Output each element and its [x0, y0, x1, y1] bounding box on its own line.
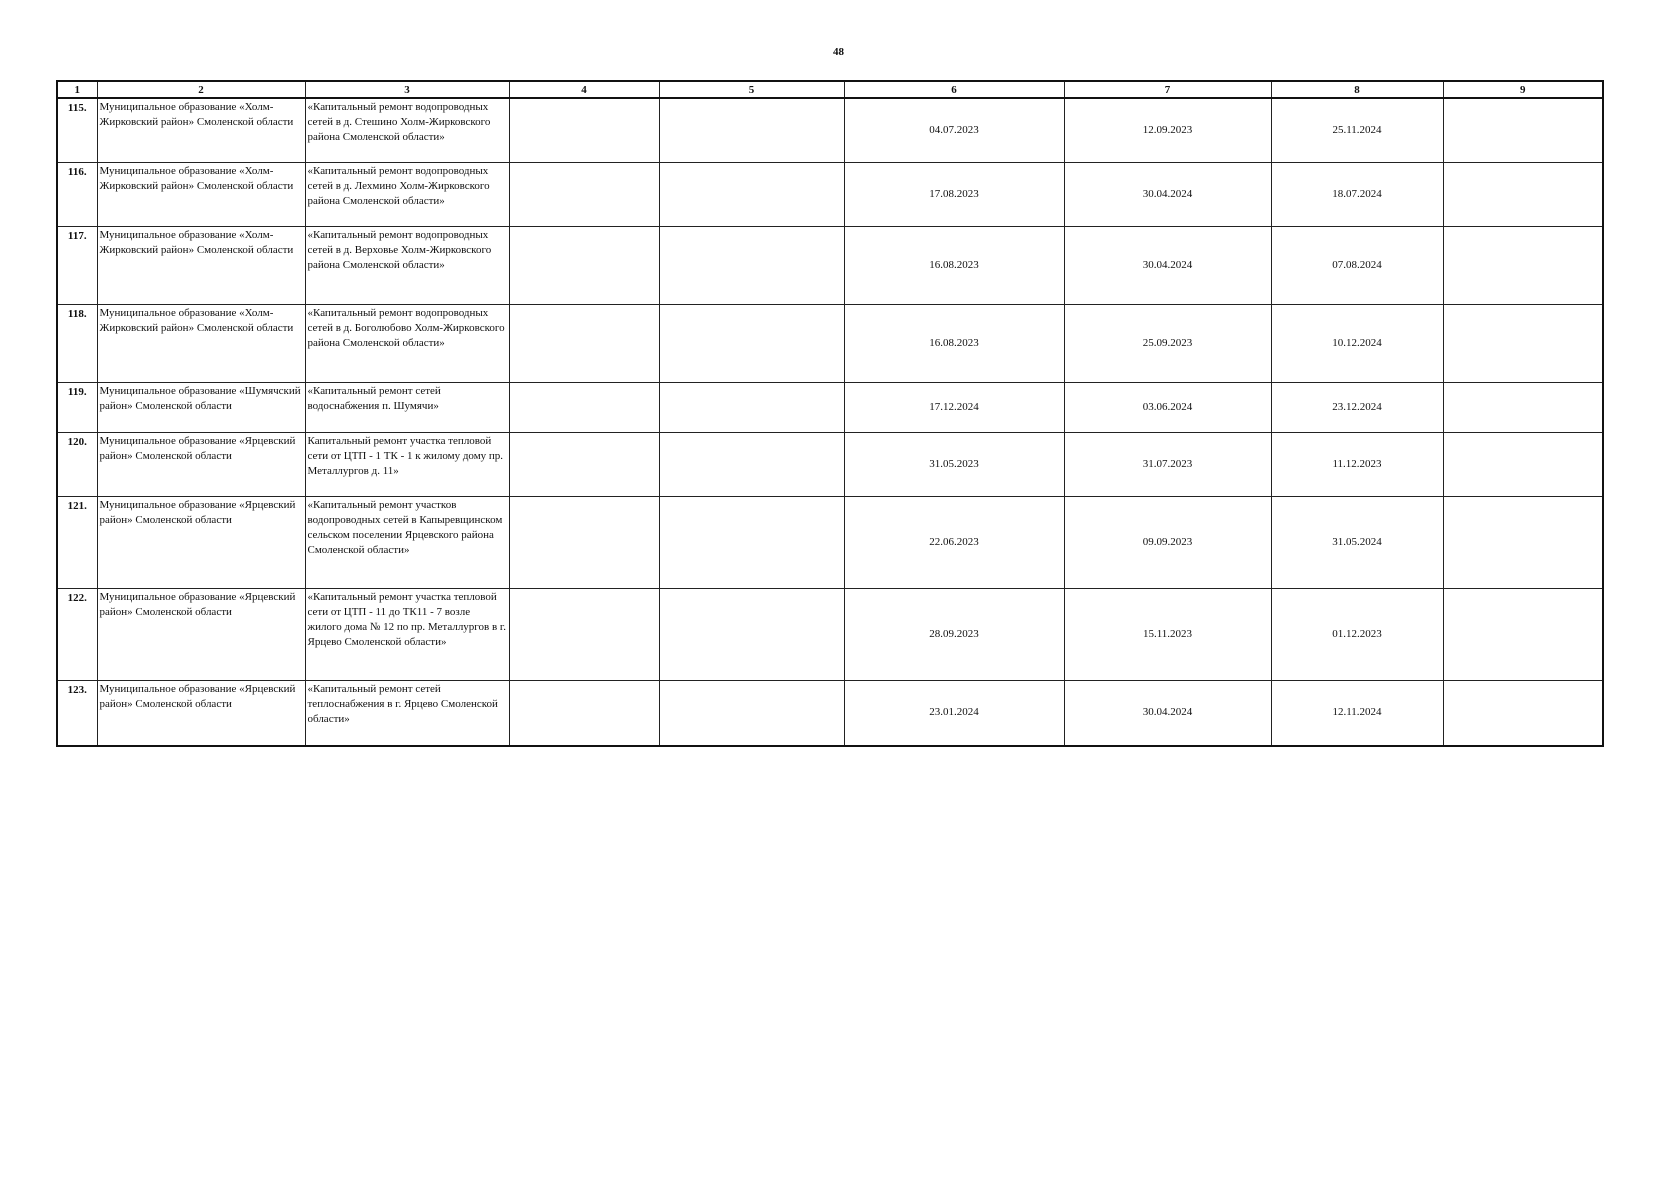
date-cell-6: 04.07.2023	[844, 98, 1064, 162]
header-row	[57, 81, 1603, 98]
column-5-cell	[659, 98, 844, 162]
row-number: 115.	[57, 98, 97, 162]
date-cell-7: 30.04.2024	[1064, 680, 1271, 746]
project-cell: «Капитальный ремонт сетей водоснабжения п. Шумячи»	[305, 382, 509, 432]
date-cell-7: 25.09.2023	[1064, 304, 1271, 382]
project-cell: «Капитальный ремонт водопроводных сетей в д. Боголюбово Холм-Жирковского района Смоленской области»	[305, 304, 509, 382]
table-row	[57, 98, 1603, 162]
column-4-cell	[509, 680, 659, 746]
column-4-cell	[509, 496, 659, 588]
column-9-cell	[1443, 496, 1603, 588]
organization-cell: Муниципальное образование «Ярцевский район» Смоленской области	[97, 680, 305, 746]
table-row	[57, 382, 1603, 432]
column-5-cell	[659, 304, 844, 382]
organization-cell: Муниципальное образование «Холм-Жирковский район» Смоленской области	[97, 304, 305, 382]
date-cell-8: 07.08.2024	[1271, 226, 1443, 304]
table-row	[57, 496, 1603, 588]
header-cell: 6	[844, 81, 1064, 98]
header-cell: 3	[305, 81, 509, 98]
projects-table	[56, 80, 1604, 747]
date-cell-8: 01.12.2023	[1271, 588, 1443, 680]
table-row	[57, 304, 1603, 382]
date-cell-7: 09.09.2023	[1064, 496, 1271, 588]
column-9-cell	[1443, 226, 1603, 304]
row-number: 117.	[57, 226, 97, 304]
column-9-cell	[1443, 304, 1603, 382]
row-number: 121.	[57, 496, 97, 588]
organization-cell: Муниципальное образование «Ярцевский район» Смоленской области	[97, 588, 305, 680]
column-4-cell	[509, 588, 659, 680]
page-number: 48	[833, 46, 844, 58]
table-row	[57, 226, 1603, 304]
column-9-cell	[1443, 432, 1603, 496]
row-number: 123.	[57, 680, 97, 746]
column-4-cell	[509, 162, 659, 226]
column-5-cell	[659, 680, 844, 746]
date-cell-8: 23.12.2024	[1271, 382, 1443, 432]
row-number: 120.	[57, 432, 97, 496]
header-cell: 9	[1443, 81, 1603, 98]
column-5-cell	[659, 588, 844, 680]
column-4-cell	[509, 226, 659, 304]
date-cell-8: 10.12.2024	[1271, 304, 1443, 382]
date-cell-6: 17.12.2024	[844, 382, 1064, 432]
column-4-cell	[509, 382, 659, 432]
column-9-cell	[1443, 382, 1603, 432]
table-row	[57, 432, 1603, 496]
date-cell-8: 31.05.2024	[1271, 496, 1443, 588]
column-9-cell	[1443, 680, 1603, 746]
organization-cell: Муниципальное образование «Холм-Жирковский район» Смоленской области	[97, 226, 305, 304]
date-cell-6: 28.09.2023	[844, 588, 1064, 680]
date-cell-6: 16.08.2023	[844, 226, 1064, 304]
header-cell: 1	[57, 81, 97, 98]
date-cell-8: 25.11.2024	[1271, 98, 1443, 162]
date-cell-6: 16.08.2023	[844, 304, 1064, 382]
header-cell: 5	[659, 81, 844, 98]
date-cell-8: 18.07.2024	[1271, 162, 1443, 226]
column-4-cell	[509, 98, 659, 162]
header-cell: 7	[1064, 81, 1271, 98]
table-row	[57, 588, 1603, 680]
date-cell-6: 31.05.2023	[844, 432, 1064, 496]
row-number: 122.	[57, 588, 97, 680]
project-cell: «Капитальный ремонт водопроводных сетей в д. Верховье Холм-Жирковского района Смоленской области»	[305, 226, 509, 304]
table-row	[57, 680, 1603, 746]
project-cell: Капитальный ремонт участка тепловой сети от ЦТП - 1 ТК - 1 к жилому дому пр. Металлургов д. 11»	[305, 432, 509, 496]
date-cell-8: 11.12.2023	[1271, 432, 1443, 496]
row-number: 118.	[57, 304, 97, 382]
date-cell-6: 17.08.2023	[844, 162, 1064, 226]
date-cell-6: 22.06.2023	[844, 496, 1064, 588]
header-cell: 8	[1271, 81, 1443, 98]
date-cell-7: 15.11.2023	[1064, 588, 1271, 680]
organization-cell: Муниципальное образование «Ярцевский район» Смоленской области	[97, 496, 305, 588]
organization-cell: Муниципальное образование «Ярцевский район» Смоленской области	[97, 432, 305, 496]
project-cell: «Капитальный ремонт водопроводных сетей в д. Лехмино Холм-Жирковского района Смоленской области»	[305, 162, 509, 226]
column-5-cell	[659, 496, 844, 588]
column-5-cell	[659, 162, 844, 226]
organization-cell: Муниципальное образование «Шумячский район» Смоленской области	[97, 382, 305, 432]
date-cell-7: 31.07.2023	[1064, 432, 1271, 496]
column-5-cell	[659, 382, 844, 432]
column-4-cell	[509, 432, 659, 496]
date-cell-7: 03.06.2024	[1064, 382, 1271, 432]
organization-cell: Муниципальное образование «Холм-Жирковский район» Смоленской области	[97, 98, 305, 162]
column-4-cell	[509, 304, 659, 382]
column-9-cell	[1443, 588, 1603, 680]
column-9-cell	[1443, 98, 1603, 162]
column-9-cell	[1443, 162, 1603, 226]
row-number: 116.	[57, 162, 97, 226]
project-cell: «Капитальный ремонт сетей теплоснабжения в г. Ярцево Смоленской области»	[305, 680, 509, 746]
column-5-cell	[659, 432, 844, 496]
row-number: 119.	[57, 382, 97, 432]
project-cell: «Капитальный ремонт участков водопроводных сетей в Капыревщинском сельском поселении Ярцевского района Смоленской области»	[305, 496, 509, 588]
project-cell: «Капитальный ремонт водопроводных сетей в д. Стешино Холм-Жирковского района Смоленской области»	[305, 98, 509, 162]
header-cell: 4	[509, 81, 659, 98]
organization-cell: Муниципальное образование «Холм-Жирковский район» Смоленской области	[97, 162, 305, 226]
date-cell-7: 30.04.2024	[1064, 162, 1271, 226]
column-5-cell	[659, 226, 844, 304]
table-row	[57, 162, 1603, 226]
date-cell-7: 12.09.2023	[1064, 98, 1271, 162]
project-cell: «Капитальный ремонт участка тепловой сети от ЦТП - 11 до ТК11 - 7 возле жилого дома № 12 по пр. Металлургов в г. Ярцево Смоленской области»	[305, 588, 509, 680]
header-cell: 2	[97, 81, 305, 98]
date-cell-8: 12.11.2024	[1271, 680, 1443, 746]
date-cell-7: 30.04.2024	[1064, 226, 1271, 304]
date-cell-6: 23.01.2024	[844, 680, 1064, 746]
